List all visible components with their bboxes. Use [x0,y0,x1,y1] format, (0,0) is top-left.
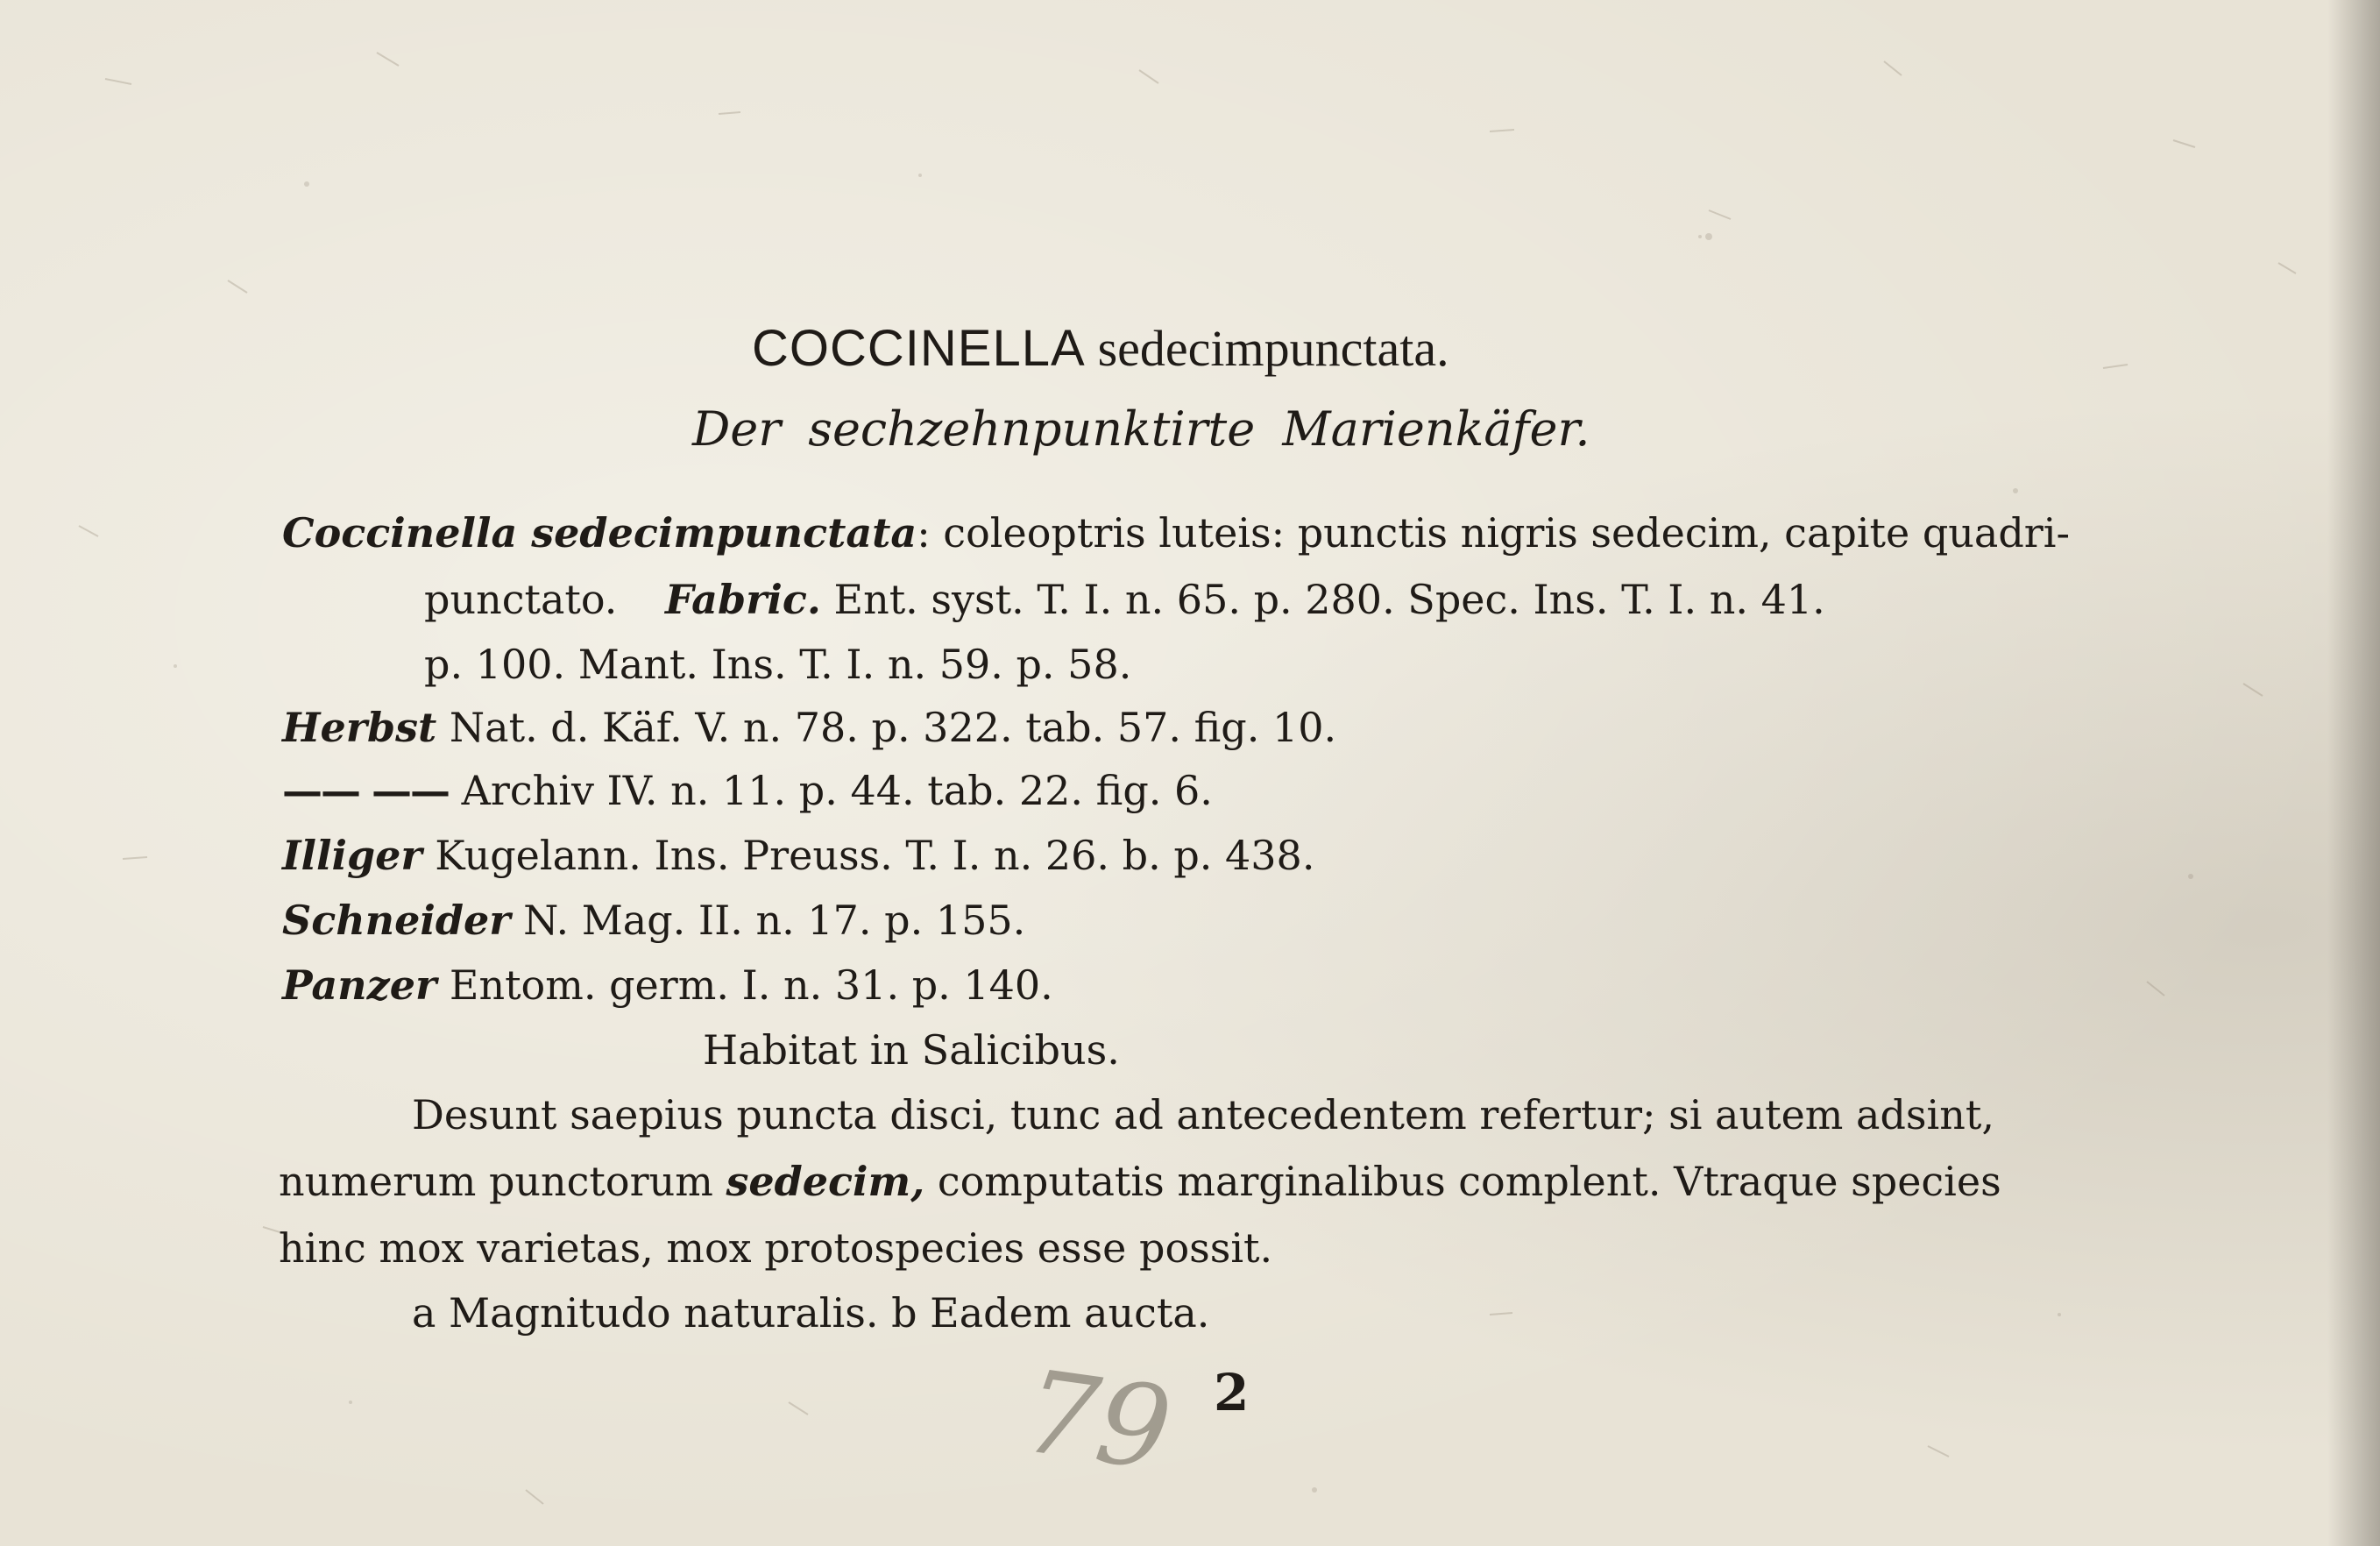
entry-panzer [282,961,1053,1010]
entry-1-cont-text2: Ent. syst. T. I. n. 65. p. 280. Spec. Ins. T. I. n. 41. [833,576,1825,623]
description-line-1: Desunt saepius puncta disci, tunc ad antecedentem refertur; si autem adsint, [412,1091,1994,1138]
entry-illiger-text: Kugelann. Ins. Preuss. T. I. n. 26. b. p. 438. [435,832,1315,879]
handwritten-note: 79 [1016,1344,1179,1497]
entry-herbst [282,703,1336,752]
entry-archiv [282,766,1213,815]
title-species: sedecimpunctata. [1097,320,1449,377]
description-line-3: hinc mox varietas, mox protospecies esse possit. [279,1224,1273,1272]
description-line-2-before: numerum punctorum [279,1158,713,1205]
entry-1-author: Coccinella sedecimpunctata [282,509,917,557]
entry-archiv-dash: —— —— [282,767,450,814]
description-line-2 [279,1157,2001,1206]
entry-1-text: : coleoptris luteis: punctis nigris sedecim, capite quadri- [917,509,2071,557]
entry-schneider [282,896,1025,945]
entry-herbst-author: Herbst [282,704,437,751]
entry-archiv-text: Archiv IV. n. 11. p. 44. tab. 22. fig. 6. [461,767,1213,814]
page-edge-shadow [2327,0,2380,1546]
entry-schneider-author: Schneider [282,897,511,944]
entry-schneider-text: N. Mag. II. n. 17. p. 155. [523,897,1026,944]
entry-illiger-author: Illiger [282,832,422,879]
entry-1-cont [424,575,1825,624]
entry-panzer-text: Entom. germ. I. n. 31. p. 140. [449,961,1053,1009]
page-title [752,320,1449,377]
entry-1-cont-author: Fabric. [665,576,821,623]
entry-panzer-author: Panzer [282,961,437,1009]
entry-1-cont2: p. 100. Mant. Ins. T. I. n. 59. p. 58. [424,641,1132,688]
description-line-2-after: computatis marginalibus complent. Vtraque species [937,1158,2001,1205]
entry-1 [282,508,2070,557]
page-subtitle: Der sechzehnpunktirte Marienkäfer. [692,401,1590,457]
entry-illiger [282,831,1314,880]
entry-herbst-text: Nat. d. Käf. V. n. 78. p. 322. tab. 57. fig. 10. [449,704,1337,751]
title-genus: COCCINELLA [752,320,1083,377]
description-line-2-italic: sedecim, [726,1158,925,1205]
habitat: Habitat in Salicibus. [703,1026,1120,1074]
entry-1-cont-text: punctato. [424,576,618,623]
page-number: 2 [1214,1363,1250,1422]
figure-legend: a Magnitudo naturalis. b Eadem aucta. [412,1289,1210,1337]
